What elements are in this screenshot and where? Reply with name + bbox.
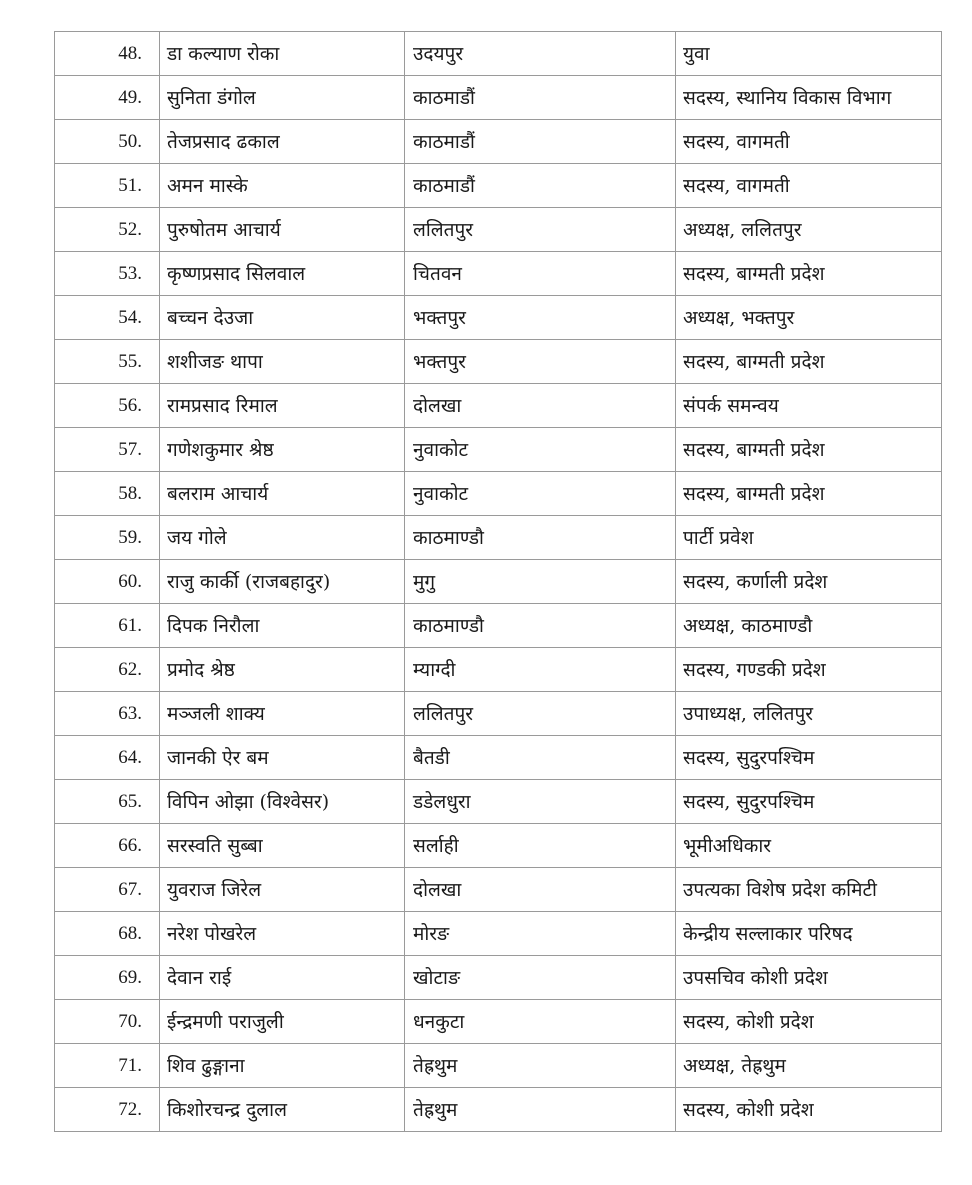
member-role: संपर्क समन्वय: [676, 384, 942, 428]
row-number: 68.: [55, 912, 160, 956]
member-role: भूमीअधिकार: [676, 824, 942, 868]
member-role: सदस्य, कर्णाली प्रदेश: [676, 560, 942, 604]
member-name: सरस्वति सुब्बा: [160, 824, 405, 868]
member-role: सदस्य, बाग्मती प्रदेश: [676, 428, 942, 472]
member-district: काठमाण्डौ: [405, 516, 676, 560]
member-district: काठमाण्डौ: [405, 604, 676, 648]
table-row: [55, 1000, 942, 1044]
table-row: [55, 428, 942, 472]
member-district: भक्तपुर: [405, 340, 676, 384]
member-district: चितवन: [405, 252, 676, 296]
member-district: दोलखा: [405, 384, 676, 428]
table-row: [55, 648, 942, 692]
member-role: सदस्य, कोशी प्रदेश: [676, 1088, 942, 1132]
table-row: [55, 780, 942, 824]
member-role: अध्यक्ष, तेह्रथुम: [676, 1044, 942, 1088]
row-number: 54.: [55, 296, 160, 340]
row-number: 48.: [55, 32, 160, 76]
member-name: मञ्जली शाक्य: [160, 692, 405, 736]
member-district: सर्लाही: [405, 824, 676, 868]
member-role: उपसचिव कोशी प्रदेश: [676, 956, 942, 1000]
member-table: [54, 31, 942, 1132]
member-district: काठमाडौं: [405, 76, 676, 120]
member-role: सदस्य, बाग्मती प्रदेश: [676, 340, 942, 384]
member-district: ललितपुर: [405, 692, 676, 736]
member-district: मुगु: [405, 560, 676, 604]
table-row: [55, 912, 942, 956]
row-number: 66.: [55, 824, 160, 868]
member-name: राजु कार्की (राजबहादुर): [160, 560, 405, 604]
row-number: 56.: [55, 384, 160, 428]
member-district: उदयपुर: [405, 32, 676, 76]
member-district: तेह्रथुम: [405, 1088, 676, 1132]
table-row: [55, 32, 942, 76]
member-name: शिव ढुङ्गाना: [160, 1044, 405, 1088]
table-row: [55, 824, 942, 868]
member-name: जय गोले: [160, 516, 405, 560]
member-role: सदस्य, वागमती: [676, 120, 942, 164]
row-number: 70.: [55, 1000, 160, 1044]
member-role: सदस्य, सुदुरपश्चिम: [676, 736, 942, 780]
member-name: बलराम आचार्य: [160, 472, 405, 516]
member-role: अध्यक्ष, भक्तपुर: [676, 296, 942, 340]
table-row: [55, 956, 942, 1000]
table-row: [55, 296, 942, 340]
member-name: देवान राई: [160, 956, 405, 1000]
member-district: डडेलधुरा: [405, 780, 676, 824]
table-row: [55, 560, 942, 604]
member-role: सदस्य, सुदुरपश्चिम: [676, 780, 942, 824]
row-number: 61.: [55, 604, 160, 648]
member-role: सदस्य, कोशी प्रदेश: [676, 1000, 942, 1044]
member-role: सदस्य, वागमती: [676, 164, 942, 208]
row-number: 67.: [55, 868, 160, 912]
member-district: खोटाङ: [405, 956, 676, 1000]
member-district: ललितपुर: [405, 208, 676, 252]
row-number: 57.: [55, 428, 160, 472]
member-name: अमन मास्के: [160, 164, 405, 208]
table-row: [55, 692, 942, 736]
row-number: 71.: [55, 1044, 160, 1088]
table-row: [55, 1088, 942, 1132]
member-role: सदस्य, गण्डकी प्रदेश: [676, 648, 942, 692]
member-district: दोलखा: [405, 868, 676, 912]
table-row: [55, 384, 942, 428]
member-district: तेह्रथुम: [405, 1044, 676, 1088]
member-role: सदस्य, बाग्मती प्रदेश: [676, 252, 942, 296]
table-row: [55, 868, 942, 912]
row-number: 55.: [55, 340, 160, 384]
row-number: 65.: [55, 780, 160, 824]
table-row: [55, 76, 942, 120]
member-name: तेजप्रसाद ढकाल: [160, 120, 405, 164]
table-row: [55, 472, 942, 516]
member-name: जानकी ऐर बम: [160, 736, 405, 780]
member-role: केन्द्रीय सल्लाकार परिषद: [676, 912, 942, 956]
member-name: ईन्द्रमणी पराजुली: [160, 1000, 405, 1044]
member-role: उपत्यका विशेष प्रदेश कमिटी: [676, 868, 942, 912]
member-name: डा कल्याण रोका: [160, 32, 405, 76]
row-number: 52.: [55, 208, 160, 252]
row-number: 63.: [55, 692, 160, 736]
member-table-body: [55, 32, 942, 1132]
table-row: [55, 208, 942, 252]
member-name: किशोरचन्द्र दुलाल: [160, 1088, 405, 1132]
member-name: प्रमोद श्रेष्ठ: [160, 648, 405, 692]
row-number: 64.: [55, 736, 160, 780]
table-row: [55, 1044, 942, 1088]
member-name: रामप्रसाद रिमाल: [160, 384, 405, 428]
table-row: [55, 252, 942, 296]
table-row: [55, 516, 942, 560]
member-role: अध्यक्ष, ललितपुर: [676, 208, 942, 252]
member-district: धनकुटा: [405, 1000, 676, 1044]
member-district: भक्तपुर: [405, 296, 676, 340]
member-role: उपाध्यक्ष, ललितपुर: [676, 692, 942, 736]
table-row: [55, 604, 942, 648]
row-number: 51.: [55, 164, 160, 208]
row-number: 69.: [55, 956, 160, 1000]
member-role: सदस्य, स्थानिय विकास विभाग: [676, 76, 942, 120]
row-number: 53.: [55, 252, 160, 296]
member-name: कृष्णप्रसाद सिलवाल: [160, 252, 405, 296]
member-name: बच्चन देउजा: [160, 296, 405, 340]
member-name: विपिन ओझा (विश्वेसर): [160, 780, 405, 824]
table-row: [55, 120, 942, 164]
member-district: काठमाडौं: [405, 120, 676, 164]
row-number: 50.: [55, 120, 160, 164]
member-role: सदस्य, बाग्मती प्रदेश: [676, 472, 942, 516]
member-district: म्याग्दी: [405, 648, 676, 692]
member-district: काठमाडौं: [405, 164, 676, 208]
member-name: पुरुषोतम आचार्य: [160, 208, 405, 252]
member-district: बैतडी: [405, 736, 676, 780]
row-number: 62.: [55, 648, 160, 692]
member-district: नुवाकोट: [405, 472, 676, 516]
member-name: सुनिता डंगोल: [160, 76, 405, 120]
table-row: [55, 340, 942, 384]
member-name: शशीजङ थापा: [160, 340, 405, 384]
member-role: पार्टी प्रवेश: [676, 516, 942, 560]
row-number: 72.: [55, 1088, 160, 1132]
table-row: [55, 736, 942, 780]
member-name: युवराज जिरेल: [160, 868, 405, 912]
member-name: गणेशकुमार श्रेष्ठ: [160, 428, 405, 472]
member-role: युवा: [676, 32, 942, 76]
member-name: दिपक निरौला: [160, 604, 405, 648]
row-number: 59.: [55, 516, 160, 560]
member-district: नुवाकोट: [405, 428, 676, 472]
member-role: अध्यक्ष, काठमाण्डौ: [676, 604, 942, 648]
row-number: 49.: [55, 76, 160, 120]
row-number: 60.: [55, 560, 160, 604]
row-number: 58.: [55, 472, 160, 516]
table-row: [55, 164, 942, 208]
member-district: मोरङ: [405, 912, 676, 956]
member-name: नरेश पोखरेल: [160, 912, 405, 956]
